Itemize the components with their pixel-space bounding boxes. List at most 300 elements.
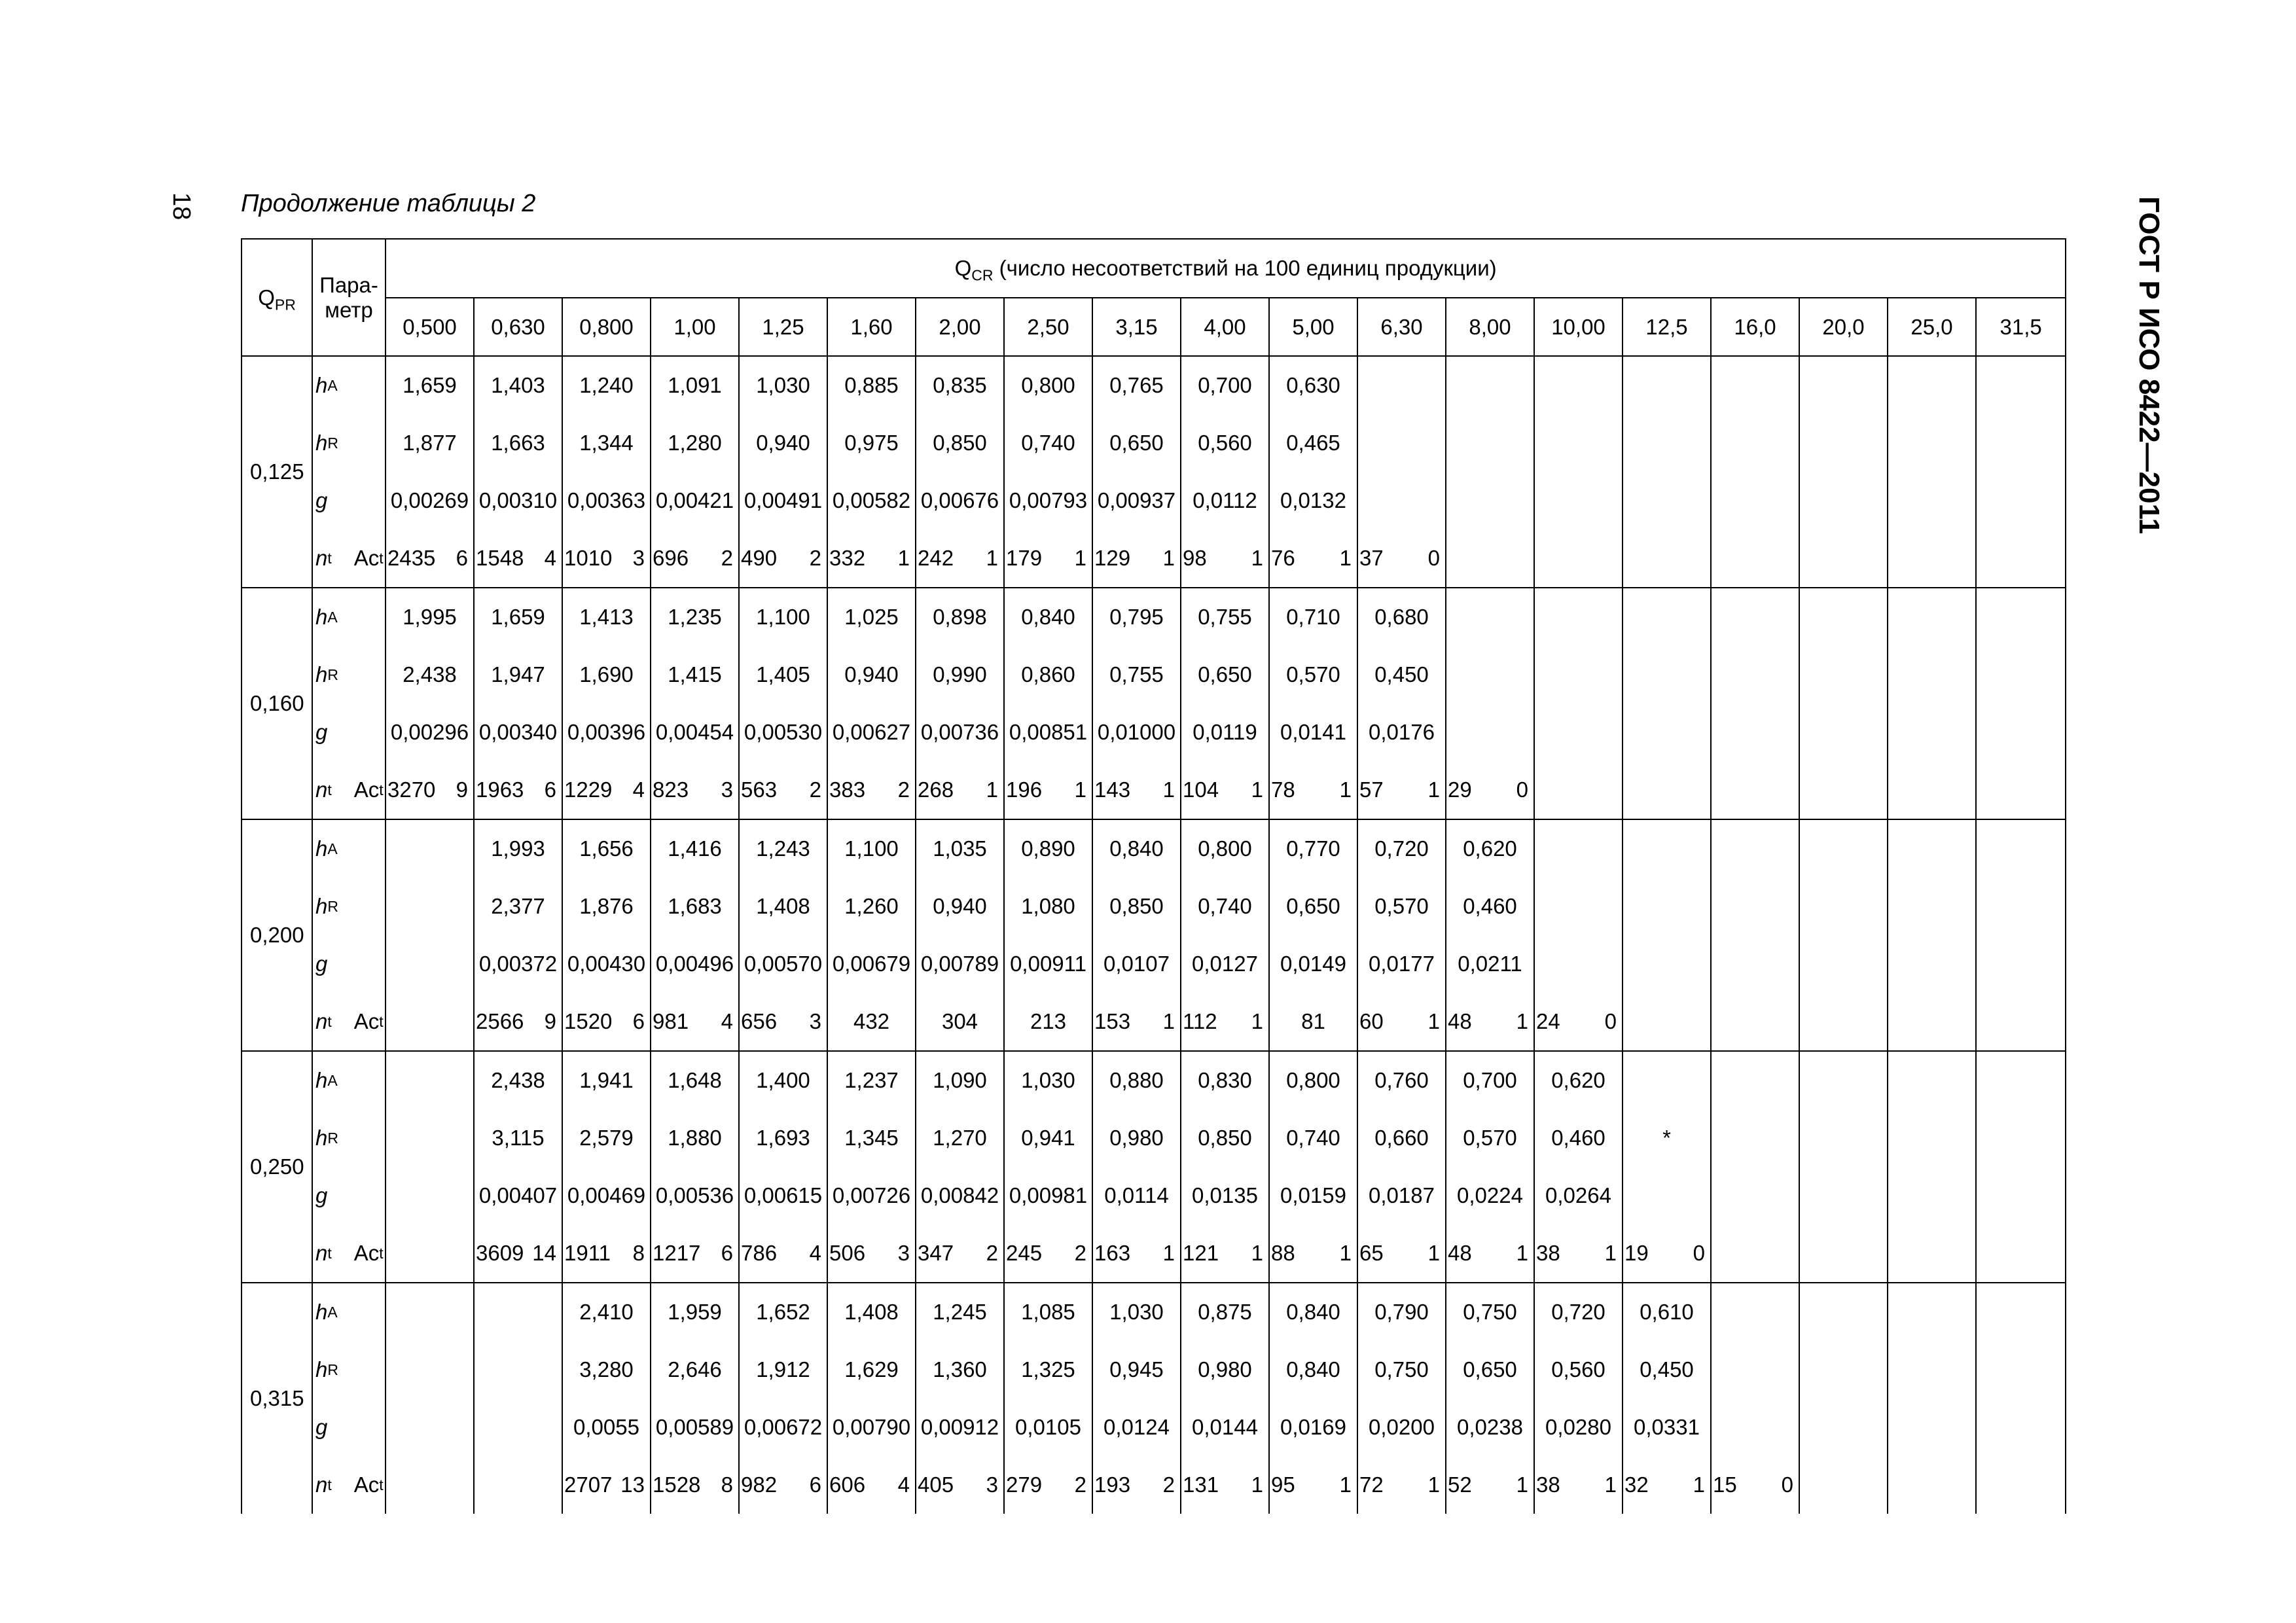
value-cell — [1269, 356, 1357, 588]
hA-value — [1888, 820, 1975, 878]
nt-act-values — [1358, 1224, 1445, 1282]
hR-value: 0,980 — [1198, 1357, 1252, 1382]
g-value: 0,00912 — [920, 1415, 999, 1439]
qcr-column-header: 12,5 — [1623, 298, 1711, 356]
hA-value — [1977, 1052, 2065, 1109]
act-value: 6 — [721, 1241, 733, 1265]
g-value: 0,0105 — [1015, 1415, 1081, 1439]
hR-value — [1800, 414, 1887, 472]
g-value — [1446, 704, 1534, 761]
hA-value: 1,235 — [668, 605, 722, 629]
hA-value: 0,875 — [1198, 1300, 1252, 1324]
hA-value — [1888, 1052, 1975, 1109]
hR-value: 0,650 — [1109, 431, 1164, 455]
nt-act-values — [1888, 529, 1975, 587]
nt-value: 245 — [1006, 1241, 1043, 1265]
hR-value: 1,270 — [933, 1126, 987, 1150]
g-value — [1712, 935, 1799, 993]
g-value: 0,0144 — [1192, 1415, 1258, 1439]
nt-act-values — [740, 993, 827, 1050]
nt-value: 179 — [1006, 546, 1043, 570]
value-cell — [1711, 588, 1799, 819]
value-cell — [474, 1283, 562, 1514]
hR-value: 0,850 — [933, 431, 987, 455]
value-cell — [651, 356, 739, 588]
act-value: 2 — [721, 546, 733, 570]
nt-act-values — [563, 1224, 650, 1282]
param-hA: h A — [315, 605, 338, 629]
hR-value: 0,941 — [1021, 1126, 1075, 1150]
value-cell — [739, 356, 827, 588]
hA-value: 1,100 — [756, 605, 810, 629]
nt-act-values — [1800, 993, 1887, 1050]
param-g: g — [315, 1415, 328, 1439]
nt-value: 121 — [1183, 1241, 1219, 1265]
value-cell — [916, 819, 1004, 1051]
g-value: 0,00672 — [744, 1415, 823, 1439]
hA-value: 1,030 — [1021, 1068, 1075, 1092]
act-value: 1 — [1339, 546, 1352, 570]
nt-act-values — [1535, 1224, 1622, 1282]
nt-act-values — [1623, 993, 1710, 1050]
hA-value: 0,680 — [1374, 605, 1429, 629]
page-number: 18 — [168, 192, 195, 221]
hR-value: 3,115 — [492, 1126, 545, 1150]
g-value: 0,00589 — [655, 1415, 734, 1439]
param-nt-act: n t Ac t — [315, 546, 384, 570]
value-cell — [386, 588, 474, 819]
value-cell — [739, 1283, 827, 1514]
value-cell — [1534, 1283, 1623, 1514]
nt-value: 1010 — [564, 546, 613, 570]
value-cell — [474, 588, 562, 819]
g-value: 0,00582 — [832, 488, 911, 512]
value-cell — [739, 819, 827, 1051]
qcr-column-header: 0,630 — [474, 298, 562, 356]
hA-value: 0,755 — [1198, 605, 1252, 629]
hR-value: 3,280 — [579, 1357, 634, 1382]
value-cell — [916, 1283, 1004, 1514]
hA-value — [1800, 357, 1887, 414]
nt-act-values — [740, 1224, 827, 1282]
value-cell — [1623, 1283, 1711, 1514]
act-value: 8 — [632, 1241, 645, 1265]
value-cell — [1888, 1283, 1976, 1514]
param-nt-act: n t Ac t — [315, 1241, 384, 1265]
act-value: 14 — [532, 1241, 556, 1265]
value-cell — [1181, 1051, 1269, 1283]
nt-value: 268 — [918, 777, 954, 802]
g-value — [1977, 472, 2065, 529]
g-value: 0,00981 — [1009, 1183, 1088, 1207]
param-hR: h R — [315, 431, 338, 455]
g-value: 0,00430 — [567, 952, 646, 976]
value-cell — [916, 356, 1004, 588]
g-value: 0,00736 — [920, 720, 999, 744]
value-cell — [1534, 819, 1623, 1051]
nt-act-values — [1093, 993, 1180, 1050]
nt-act-values — [828, 529, 915, 587]
nt-act-values — [475, 993, 562, 1050]
g-value: 0,00363 — [567, 488, 646, 512]
g-value: 0,0331 — [1634, 1415, 1700, 1439]
value-cell — [827, 1283, 916, 1514]
nt-act-values — [1623, 761, 1710, 819]
value-cell — [651, 819, 739, 1051]
param-labels — [312, 1051, 386, 1283]
hA-value: 0,800 — [1286, 1068, 1340, 1092]
act-value: 1 — [1162, 777, 1175, 802]
nt-act-values — [740, 529, 827, 587]
act-value: 1 — [1693, 1472, 1705, 1497]
nt-act-values — [1535, 993, 1622, 1050]
nt-act-values — [651, 993, 738, 1050]
nt-act-values — [1535, 761, 1622, 819]
hA-value: 1,090 — [933, 1068, 987, 1092]
g-value: 0,00627 — [832, 720, 911, 744]
nt-value: 88 — [1271, 1241, 1295, 1265]
act-value: 13 — [620, 1472, 645, 1497]
g-value — [1800, 472, 1887, 529]
value-cell — [474, 819, 562, 1051]
value-cell — [1357, 588, 1446, 819]
nt-act-values — [1181, 1224, 1268, 1282]
hR-value: 0,660 — [1374, 1126, 1429, 1150]
hA-value: 1,025 — [844, 605, 899, 629]
g-value: 0,0119 — [1193, 720, 1257, 744]
hA-value — [1712, 1283, 1799, 1341]
value-cell — [1711, 1051, 1799, 1283]
hR-value: 1,683 — [668, 894, 722, 918]
hR-value: 2,646 — [668, 1357, 722, 1382]
hR-value: 1,344 — [579, 431, 634, 455]
hA-value: 0,720 — [1374, 836, 1429, 861]
g-value: 0,00421 — [655, 488, 734, 512]
param-hR: h R — [315, 1357, 338, 1382]
g-value — [1977, 704, 2065, 761]
hA-value: 0,720 — [1551, 1300, 1605, 1324]
nt-value: 95 — [1271, 1472, 1295, 1497]
g-value: 0,00340 — [478, 720, 558, 744]
value-cell — [1534, 588, 1623, 819]
hR-value: 0,450 — [1374, 662, 1429, 687]
g-value: 0,00496 — [655, 952, 734, 976]
value-cell — [386, 356, 474, 588]
hA-value — [1623, 588, 1710, 646]
hA-value — [1977, 588, 2065, 646]
nt-value: 982 — [741, 1472, 778, 1497]
act-value: 2 — [809, 777, 821, 802]
nt-act-values — [651, 1456, 738, 1514]
qpr-group-row — [242, 819, 2066, 1051]
hR-value: 1,325 — [1021, 1357, 1075, 1382]
nt-act-values — [1270, 761, 1357, 819]
nt-value: 112 — [1183, 1009, 1217, 1033]
g-value: 0,0200 — [1369, 1415, 1435, 1439]
nt-act-values — [1093, 761, 1180, 819]
act-value: 1 — [1251, 1241, 1263, 1265]
g-value — [1888, 935, 1975, 993]
g-value: 0,0141 — [1280, 720, 1346, 744]
nt-act-values — [563, 761, 650, 819]
hR-value: 1,880 — [668, 1126, 722, 1150]
nt-value: 696 — [653, 546, 689, 570]
nt-act-values — [1977, 761, 2065, 819]
param-nt-act: n t Ac t — [315, 1472, 384, 1497]
nt-act-values — [916, 1224, 1003, 1282]
act-value: 9 — [456, 777, 468, 802]
hA-value: 1,100 — [844, 836, 899, 861]
g-value: 0,00851 — [1009, 720, 1088, 744]
nt-act-values — [1977, 1456, 2065, 1514]
hR-value — [1712, 646, 1799, 704]
hA-value — [1977, 357, 2065, 414]
value-cell — [1004, 1283, 1092, 1514]
nt-act-values — [916, 761, 1003, 819]
act-value: 2 — [1074, 1241, 1086, 1265]
nt-value: 1528 — [653, 1472, 701, 1497]
hA-value: 0,840 — [1021, 605, 1075, 629]
nt-act-values — [651, 1224, 738, 1282]
hR-value: 2,377 — [491, 894, 545, 918]
act-value: 0 — [1781, 1472, 1793, 1497]
value-cell — [1888, 588, 1976, 819]
hR-value — [1977, 646, 2065, 704]
nt-value: 1963 — [476, 777, 524, 802]
qcr-column-header: 8,00 — [1446, 298, 1534, 356]
value-cell — [1623, 356, 1711, 588]
nt-act-values — [1712, 1224, 1799, 1282]
nt-act-values — [1888, 993, 1975, 1050]
g-value: 0,0127 — [1192, 952, 1258, 976]
hR-value — [1977, 414, 2065, 472]
g-value — [1977, 935, 2065, 993]
g-value: 0,0187 — [1369, 1183, 1435, 1207]
act-value: 1 — [1251, 546, 1263, 570]
hA-value: 1,659 — [403, 373, 457, 397]
nt-value: 60 — [1359, 1009, 1384, 1033]
nt-act-values — [1181, 993, 1268, 1050]
act-value: 2 — [897, 777, 910, 802]
nt-act-values — [828, 1456, 915, 1514]
nt-act-values — [1977, 529, 2065, 587]
hR-value — [1535, 878, 1622, 935]
hA-value: 0,898 — [933, 605, 987, 629]
act-value: 1 — [1339, 1472, 1352, 1497]
value-cell — [474, 1051, 562, 1283]
hR-value: 1,408 — [756, 894, 810, 918]
act-value: 3 — [897, 1241, 910, 1265]
value-cell — [1623, 588, 1711, 819]
g-value: 0,00679 — [832, 952, 911, 976]
hR-value: 1,629 — [844, 1357, 899, 1382]
hA-value — [386, 820, 473, 878]
hA-value — [1800, 820, 1887, 878]
g-value — [1888, 1167, 1975, 1224]
nt-value: 38 — [1536, 1241, 1560, 1265]
act-value: 4 — [632, 777, 645, 802]
nt-value: 1911 — [564, 1241, 611, 1265]
act-value: 1 — [986, 777, 998, 802]
value-cell — [562, 1283, 651, 1514]
g-value: 0,00372 — [478, 952, 558, 976]
nt-act-values — [1712, 529, 1799, 587]
hR-value: 0,570 — [1463, 1126, 1517, 1150]
nt-act-values — [1800, 529, 1887, 587]
value-cell — [1976, 1283, 2066, 1514]
param-hR: h R — [315, 1126, 338, 1150]
qpr-value: 0,125 — [242, 356, 312, 588]
param-g: g — [315, 1183, 328, 1207]
nt-act-values — [740, 1456, 827, 1514]
value-cell — [827, 588, 916, 819]
qpr-value: 0,250 — [242, 1051, 312, 1283]
nt-act-values — [1005, 761, 1092, 819]
nt-act-values — [1181, 1456, 1268, 1514]
value-cell — [1269, 1051, 1357, 1283]
hA-value: 1,240 — [579, 373, 634, 397]
sampling-plan-table — [241, 238, 2066, 1514]
hR-value: 0,940 — [933, 894, 987, 918]
nt-act-values — [386, 529, 473, 587]
hA-value: 0,885 — [844, 373, 899, 397]
g-value: 0,0149 — [1280, 952, 1346, 976]
hR-value: 0,560 — [1198, 431, 1252, 455]
hR-value — [1888, 1109, 1975, 1167]
nt-act-values — [1888, 1224, 1975, 1282]
hR-value: 0,650 — [1463, 1357, 1517, 1382]
value-cell — [386, 1283, 474, 1514]
act-value: 1 — [1427, 777, 1440, 802]
g-value: 0,00570 — [744, 952, 823, 976]
g-value: 0,00615 — [744, 1183, 823, 1207]
act-value: 6 — [456, 546, 468, 570]
nt-act-values — [828, 993, 915, 1050]
value-cell — [1711, 356, 1799, 588]
nt-act-values — [1888, 1456, 1975, 1514]
hA-value — [1712, 1052, 1799, 1109]
nt-act-values — [386, 1456, 473, 1514]
hR-value — [1623, 414, 1710, 472]
g-value — [1358, 472, 1445, 529]
hA-value: 0,610 — [1640, 1300, 1694, 1324]
g-value: 0,0169 — [1280, 1415, 1346, 1439]
value-cell — [1534, 356, 1623, 588]
value-cell — [1357, 356, 1446, 588]
value-cell — [1888, 356, 1976, 588]
hR-value: 1,876 — [579, 894, 634, 918]
nt-act-values — [1358, 529, 1445, 587]
nt-value: 1520 — [564, 1009, 613, 1033]
act-value: 2 — [1162, 1472, 1175, 1497]
g-value — [1977, 1167, 2065, 1224]
qcr-column-header: 0,800 — [562, 298, 651, 356]
hA-value: 0,620 — [1551, 1068, 1605, 1092]
param-g: g — [315, 720, 328, 744]
nt-act-values — [1446, 761, 1534, 819]
g-value — [386, 935, 473, 993]
nt-value: 19 — [1624, 1241, 1649, 1265]
g-value: 0,0176 — [1369, 720, 1435, 744]
hR-value: 1,405 — [756, 662, 810, 687]
qcr-column-header: 6,30 — [1357, 298, 1446, 356]
hA-value: 1,959 — [668, 1300, 722, 1324]
value-cell — [1092, 1283, 1181, 1514]
g-value: 0,00793 — [1009, 488, 1088, 512]
hR-value — [1888, 878, 1975, 935]
hR-value: 1,360 — [933, 1357, 987, 1382]
nt-value: 37 — [1359, 546, 1384, 570]
hA-value — [1535, 357, 1622, 414]
nt-act-values — [563, 529, 650, 587]
qcr-column-header: 5,00 — [1269, 298, 1357, 356]
g-value: 0,0132 — [1280, 488, 1346, 512]
param-labels — [312, 819, 386, 1051]
nt-value: 15 — [1713, 1472, 1737, 1497]
nt-value: 304 — [941, 1009, 978, 1033]
g-value: 0,00530 — [744, 720, 823, 744]
nt-value: 1229 — [564, 777, 613, 802]
value-cell — [739, 1051, 827, 1283]
g-value: 0,0114 — [1104, 1183, 1169, 1207]
value-cell — [1269, 1283, 1357, 1514]
nt-act-values — [1270, 1224, 1357, 1282]
nt-act-values — [386, 1224, 473, 1282]
act-value: 4 — [809, 1241, 821, 1265]
g-value: 0,00310 — [478, 488, 558, 512]
hA-value — [1623, 1052, 1710, 1109]
hA-value: 0,800 — [1198, 836, 1252, 861]
standard-code: ГОСТ Р ИСО 8422—2011 — [2133, 196, 2165, 535]
hR-value — [386, 1341, 473, 1399]
value-cell — [1181, 356, 1269, 588]
act-value: 1 — [1162, 1241, 1175, 1265]
param-g: g — [315, 488, 328, 512]
qpr-value: 0,315 — [242, 1283, 312, 1514]
nt-value: 383 — [829, 777, 866, 802]
value-cell — [1623, 819, 1711, 1051]
g-value: 0,0224 — [1457, 1183, 1523, 1207]
hR-value: 0,840 — [1286, 1357, 1340, 1382]
value-cell — [1888, 1051, 1976, 1283]
hA-value — [1800, 588, 1887, 646]
g-value: 0,0264 — [1545, 1183, 1611, 1207]
value-cell — [562, 819, 651, 1051]
value-cell — [827, 819, 916, 1051]
g-value: 0,0177 — [1369, 952, 1435, 976]
act-value: 1 — [1251, 1009, 1263, 1033]
hR-value: 2,579 — [579, 1126, 634, 1150]
act-value: 1 — [1516, 1472, 1528, 1497]
value-cell — [1446, 588, 1534, 819]
qcr-column-header: 1,00 — [651, 298, 739, 356]
value-cell — [916, 1051, 1004, 1283]
value-cell — [1181, 819, 1269, 1051]
act-value: 1 — [1251, 777, 1263, 802]
nt-act-values — [1800, 1456, 1887, 1514]
hA-value: 0,890 — [1021, 836, 1075, 861]
hR-value — [1712, 414, 1799, 472]
param-hA: h A — [315, 1068, 338, 1092]
nt-value: 196 — [1006, 777, 1043, 802]
value-cell — [916, 588, 1004, 819]
value-cell — [1976, 1051, 2066, 1283]
hR-value — [1358, 414, 1445, 472]
nt-act-values — [651, 761, 738, 819]
nt-value: 143 — [1094, 777, 1131, 802]
act-value: 1 — [1074, 777, 1086, 802]
nt-value: 32 — [1624, 1472, 1649, 1497]
